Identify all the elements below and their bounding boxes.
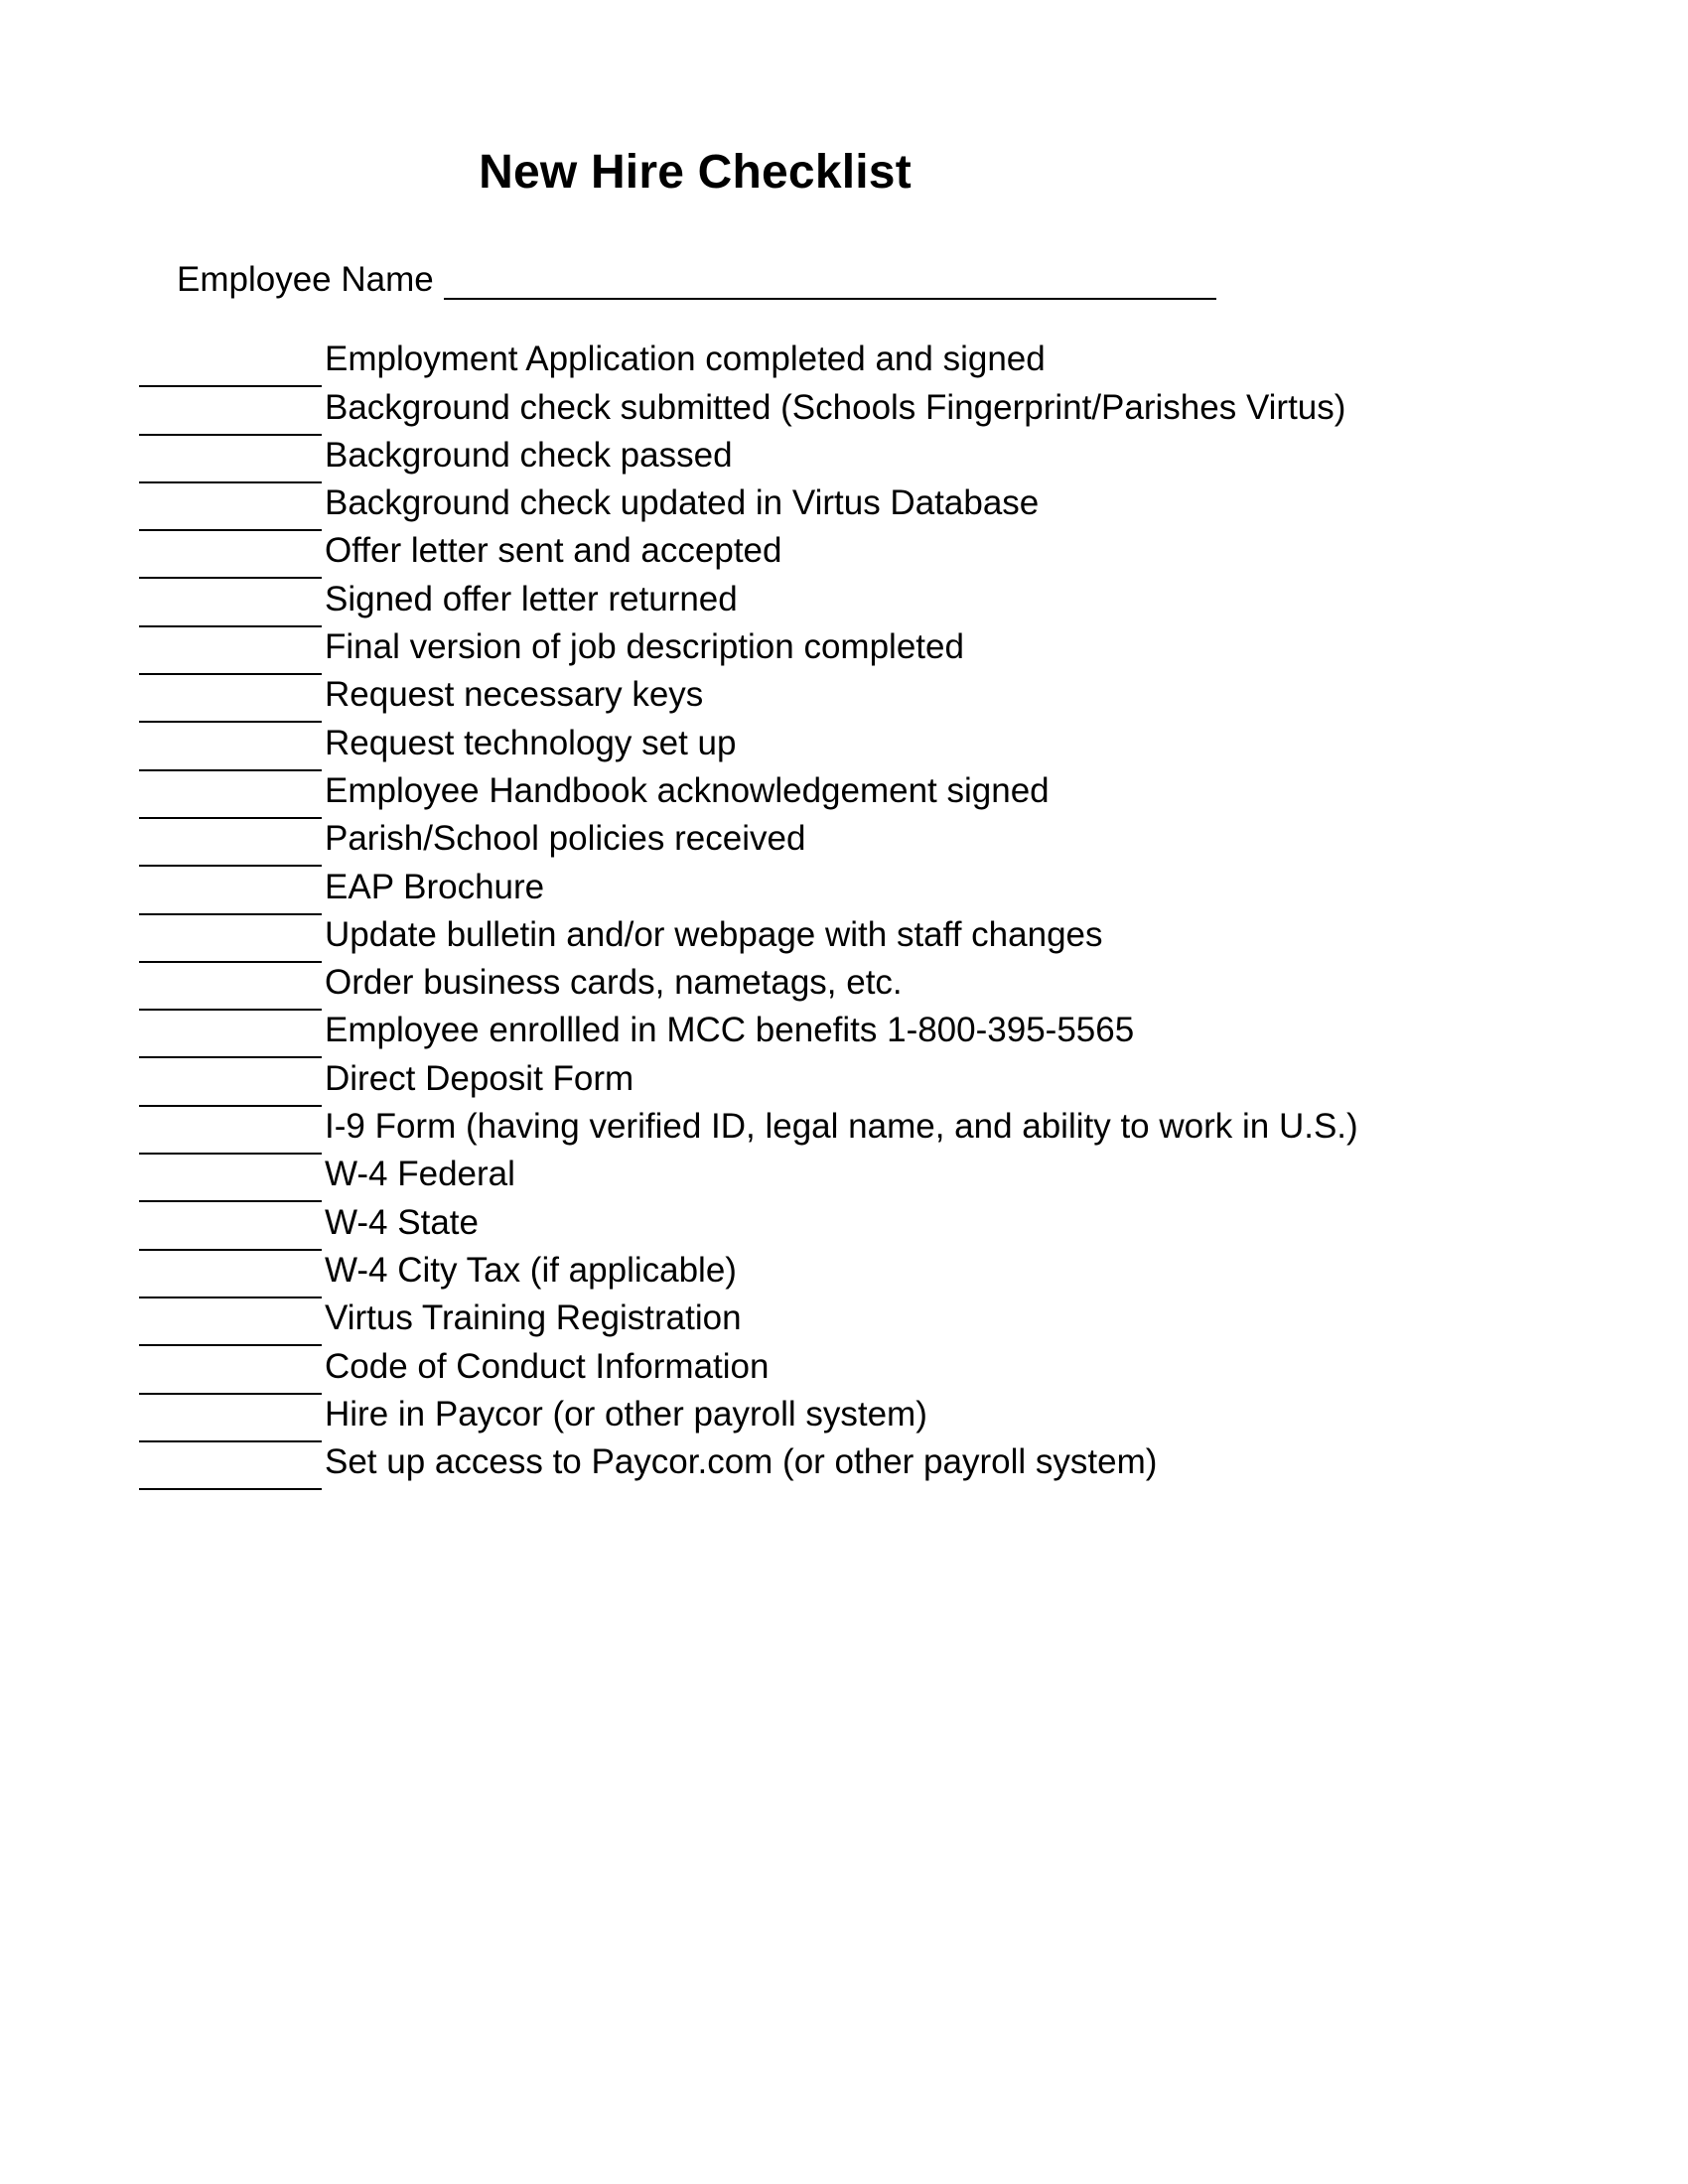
checklist-item	[139, 819, 1358, 867]
checklist-item-label: Employee Handbook acknowledgement signed	[325, 770, 1050, 810]
checkoff-blank[interactable]	[139, 580, 322, 627]
checkoff-blank[interactable]	[139, 1347, 322, 1395]
checklist-item-label: Signed offer letter returned	[325, 579, 738, 618]
checklist-item	[139, 436, 1358, 483]
checklist-item	[139, 483, 1358, 531]
checklist-item-label: Order business cards, nametags, etc.	[325, 963, 903, 1003]
checkoff-blank[interactable]	[139, 627, 322, 675]
checklist-item-label: Request necessary keys	[325, 675, 704, 715]
employee-name-blank[interactable]	[444, 264, 1216, 300]
checkoff-blank[interactable]	[139, 340, 322, 387]
checklist-item	[139, 1202, 1358, 1250]
checklist-item-label: W-4 State	[325, 1202, 479, 1242]
checklist-item-label: Final version of job description completed	[325, 627, 964, 667]
checkoff-blank[interactable]	[139, 1155, 322, 1202]
page-title: New Hire Checklist	[479, 146, 912, 199]
checkoff-blank[interactable]	[139, 1395, 322, 1442]
checklist-item-label: I-9 Form (having verified ID, legal name, and ability to work in U.S.)	[325, 1107, 1358, 1147]
checklist-item	[139, 1155, 1358, 1202]
checklist-item-label: Hire in Paycor (or other payroll system)	[325, 1394, 927, 1433]
checklist-item-label: Request technology set up	[325, 723, 737, 762]
checkoff-blank[interactable]	[139, 531, 322, 579]
checklist-item	[139, 1011, 1358, 1058]
checklist-item-label: W-4 Federal	[325, 1155, 515, 1194]
checklist-item	[139, 915, 1358, 963]
checkoff-blank[interactable]	[139, 1251, 322, 1298]
checkoff-blank[interactable]	[139, 388, 322, 436]
checklist-item-label: Background check passed	[325, 435, 733, 475]
checkoff-blank[interactable]	[139, 436, 322, 483]
checkoff-blank[interactable]	[139, 483, 322, 531]
checklist	[139, 340, 1358, 1490]
checklist-item-label: Employment Application completed and signed	[325, 340, 1046, 379]
checklist-item	[139, 387, 1358, 435]
checkoff-blank[interactable]	[139, 1107, 322, 1155]
checklist-item-label: Offer letter sent and accepted	[325, 531, 782, 571]
checkoff-blank[interactable]	[139, 771, 322, 819]
checkoff-blank[interactable]	[139, 675, 322, 723]
checkoff-blank[interactable]	[139, 1298, 322, 1346]
employee-name-label: Employee Name	[177, 260, 434, 299]
checklist-item	[139, 1107, 1358, 1155]
checklist-item	[139, 340, 1358, 387]
checkoff-blank[interactable]	[139, 1442, 322, 1490]
checkoff-blank[interactable]	[139, 724, 322, 771]
checklist-item	[139, 771, 1358, 819]
checklist-item	[139, 963, 1358, 1011]
checklist-item-label: Virtus Training Registration	[325, 1298, 742, 1338]
checklist-item-label: Update bulletin and/or webpage with staff changes	[325, 914, 1103, 954]
checklist-item-label: Code of Conduct Information	[325, 1346, 770, 1386]
checkoff-blank[interactable]	[139, 963, 322, 1011]
employee-name-row	[177, 260, 1216, 300]
checklist-item-label: EAP Brochure	[325, 867, 545, 906]
checkoff-blank[interactable]	[139, 915, 322, 963]
checklist-item	[139, 675, 1358, 723]
checklist-item	[139, 1442, 1358, 1490]
checklist-item	[139, 1058, 1358, 1106]
checklist-item-label: Parish/School policies received	[325, 819, 806, 859]
checklist-item	[139, 1346, 1358, 1394]
checklist-item	[139, 1298, 1358, 1346]
checklist-item	[139, 1395, 1358, 1442]
checklist-item-label: Direct Deposit Form	[325, 1058, 634, 1098]
checklist-item	[139, 867, 1358, 914]
checkoff-blank[interactable]	[139, 1203, 322, 1251]
checklist-item-label: Employee enrollled in MCC benefits 1-800-395-5565	[325, 1011, 1135, 1050]
checklist-item	[139, 531, 1358, 579]
checklist-item	[139, 1251, 1358, 1298]
checkoff-blank[interactable]	[139, 868, 322, 915]
checklist-item	[139, 579, 1358, 626]
checklist-item-label: W-4 City Tax (if applicable)	[325, 1250, 737, 1290]
checkoff-blank[interactable]	[139, 1011, 322, 1058]
checkoff-blank[interactable]	[139, 1059, 322, 1107]
checkoff-blank[interactable]	[139, 819, 322, 867]
checklist-item-label: Set up access to Paycor.com (or other payroll system)	[325, 1442, 1158, 1482]
checklist-item	[139, 723, 1358, 770]
checklist-item-label: Background check updated in Virtus Database	[325, 483, 1040, 523]
checklist-item-label: Background check submitted (Schools Fingerprint/Parishes Virtus)	[325, 387, 1346, 427]
checklist-item	[139, 627, 1358, 675]
